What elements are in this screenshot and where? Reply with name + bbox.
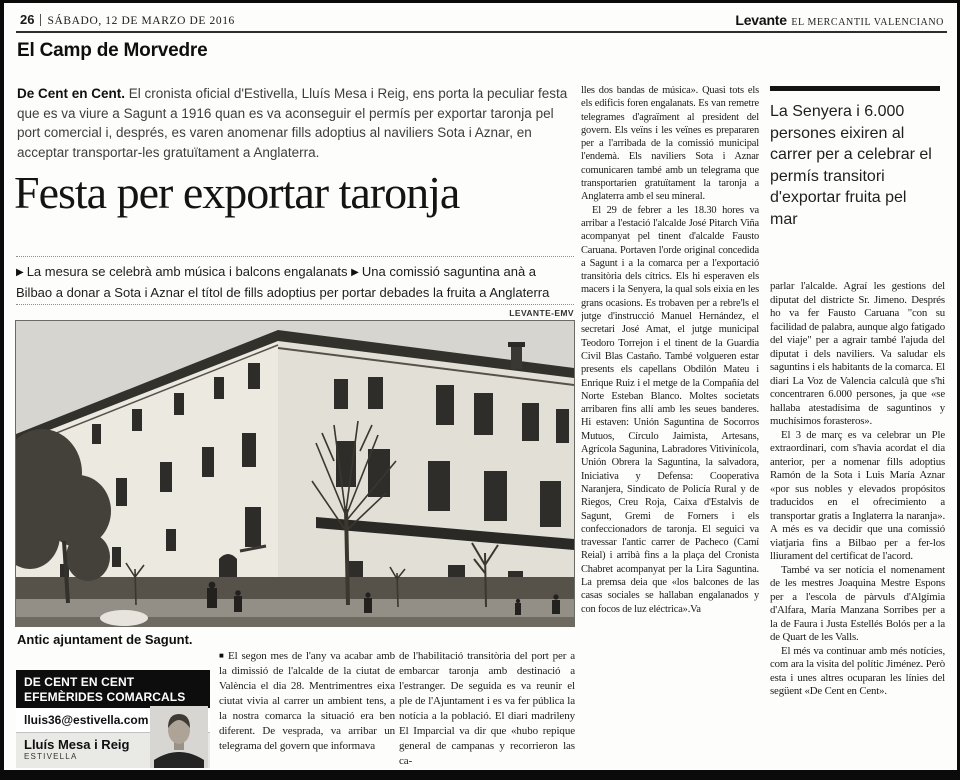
photo-caption: Antic ajuntament de Sagunt. xyxy=(17,632,193,647)
right-column-body xyxy=(770,280,945,699)
author-location: ESTIVELLA xyxy=(24,752,78,761)
body-paragraph: També va ser notícia el nomenament de les mestres Joaquina Mestre Espons per a l'escola de pàrvuls d'Algímia d'Alfara, María Manzana Sorribes per a la de Faura i Justa Estellés Bolós per a la de Quart de les Valls. xyxy=(770,563,945,643)
body-column-b xyxy=(399,649,575,767)
author-box xyxy=(16,670,210,768)
author-portrait xyxy=(150,706,208,768)
section-title: El Camp de Morvedre xyxy=(17,40,208,61)
header-rule xyxy=(16,31,947,33)
author-box-header xyxy=(16,670,210,708)
subhead-item-2: Una comissió saguntina anà a Bilbao a donar a Sota i Aznar el títol de fills adoptius per portar debades la fruita a Anglaterra xyxy=(16,264,550,300)
dotted-rule-photo xyxy=(16,304,574,305)
page-frame-top xyxy=(0,0,960,3)
body-paragraph: parlar l'alcalde. Agraí les gestions del diputat del districte Sr. Jimeno. Després ho va fer Fausto Caruana "con su facilidad de palabra, aunque algo fatigado del viaje" per a agrair també l'ajuda del diputat i dels naviliers. Va saludar els saguntins i els habitants de la comarca. El diari La Voz de Valencia calculà que s'hi concentraren 6.000 persones, ja que «se hallaba atestadísima de saguntinos y muchísimos forasteros». xyxy=(770,280,945,427)
article-subhead xyxy=(16,262,574,302)
article-headline: Festa per exportar taronja xyxy=(14,167,460,218)
body-text-a: El segon mes de l'any va acabar amb la dimissió de l'alcalde de la ciutat de València el dia 28. Mentrimentres eixa ciutat vivia al carrer un ambient tens, a la nostra comarca la situació era ben diferent. De vesprada, va arribar un telegrama del govern que informava xyxy=(219,650,395,752)
masthead xyxy=(735,12,944,30)
body-text-b: de l'habilitació transitòria del port per a embarcar taronja amb destinació a l'estranger. De seguida es va reunir el ple de l'Ajuntament i es va fer pública la notícia a la població. El diari madrileny El Imparcial va dir que «hubo repique general de campanas y recorrieron las ca- xyxy=(399,650,575,767)
right-column-bar xyxy=(770,86,940,91)
author-email: lluis36@estivella.com xyxy=(16,708,210,733)
author-name: Lluís Mesa i Reig xyxy=(24,737,130,752)
dotted-rule-top xyxy=(16,256,574,257)
author-portrait-illustration xyxy=(150,706,208,768)
body-column-middle xyxy=(581,84,759,768)
article-photo xyxy=(16,321,574,626)
subhead-item-1: La mesura se celebrà amb música i balcons engalanats xyxy=(26,264,348,279)
body-paragraph: El 29 de febrer a les 18.30 hores va arribar a l'estació l'alcalde José Pitarch Viña acompanyat pel tinent d'alcalde Fausto Caruana. Portaven l'orde original concedida a Sagunt i a la comarca per a l'exportació transitòria dels cítrics. Els hi esperaven els macers i la Senyera, la qual sols eixia en les grans ocasions. Es trobaven per a rebre'ls el jutge d'instrucció Manuel Hernández, el secretari José Amat, el jutge municipal Teodoro Torrejon i el tinent de la Guardia Civil Blas Castaño. També volgueren estar presents els capellans Obdilón Mateu i Enrique Ruiz i el metge de la Compañía del Norte Esteban Blanco. Moltes societats arribaren fins allí amb les seues banderes. Hi estaven: Unión Saguntina de Socorros Mutuos, Círculo Jaimista, Artesans, Agrícola Sagunina, Labradores Vitivinícola, Unión Obrera la Saguntina, la salvadora, Iniciativa y Defensa: Cooperativa Naranjera, Sindicato de Policía Rural y de Riegos, Creu Roja, Caixa d'Estalvis de Sagunt, Gremi de Forners i els confeccionadors de taronja. El seguici va travessar l'antic carrer de Pacheco (Camí Reial) i arribà fins a la plaça del Cronista Chabret acompanyat per la Lira Saguntina. La premsa deia que «los balcones de las casas sociales se hallaban engalanados y con focos de luz eléctrica».Va xyxy=(581,204,759,615)
page-frame-bottom xyxy=(0,770,960,780)
article-kicker xyxy=(17,84,574,162)
photo-credit: LEVANTE-EMV xyxy=(509,308,574,318)
page-date: SÁBADO, 12 DE MARZO DE 2016 xyxy=(47,15,235,27)
body-paragraph xyxy=(219,649,395,754)
bullet-triangle-icon: ▶ xyxy=(351,267,359,278)
body-paragraph: El 3 de març es va celebrar un Ple extraordinari, com s'havia acordat el dia anterior, per a nomenar fills adoptius Ramón de la Sota i Luis María Aznar «por sus nobles y elevados propósitos traducidos en el ofrecimiento a transportar gratis a Inglaterra la naranja». A més es va decidir que una comissió viatjaria fins a Bilbao per a fer-los lliurament del certificat de l'acord. xyxy=(770,428,945,562)
bullet-triangle-icon: ▶ xyxy=(16,267,24,278)
building-photo-illustration xyxy=(16,321,574,626)
body-paragraph: lles dos bandas de música». Quasi tots els els edificis foren engalanats. Es van remetre telegrames d'agraïment al president del govern. Els veïns i les veïnes es prepararen per a l'arribada de la comissió municipal l'endemà. Els naviliers Sota i Aznar comunicaren també amb un telegrama que transportarien gratuïtament la taronja a Anglaterra amb el seu mineral. xyxy=(581,85,759,203)
page-number: 26 xyxy=(20,12,35,27)
author-box-title-line2: EFEMÈRIDES COMARCALS xyxy=(24,689,186,704)
kicker-text: El cronista oficial d'Estivella, Lluís Mesa i Reig, ens porta la peculiar festa que es va viure a Sagunt a 1916 quan es va aconseguir el permís per exportar taronja pel port comercial i, després, es varen anomenar fills adoptius al naviliers Sota i Aznar, en acceptar transportar-les gratuïtament a Anglaterra. xyxy=(17,86,568,160)
square-bullet-icon: ■ xyxy=(219,651,225,660)
kicker-lead: De Cent en Cent. xyxy=(17,86,126,101)
body-column-a xyxy=(219,649,395,767)
body-paragraph: El més va continuar amb més notícies, com ara la visita del polític Jiménez. Però esta i unes altres ocuparan les línies del següent «De Cent en Cent». xyxy=(770,644,945,697)
page-info xyxy=(20,12,235,27)
header-separator xyxy=(40,14,41,26)
masthead-suffix: EL MERCANTIL VALENCIANO xyxy=(791,17,944,28)
page-frame-left xyxy=(0,0,4,780)
right-column xyxy=(770,86,945,769)
body-paragraph xyxy=(399,649,575,767)
masthead-logo: Levante xyxy=(735,12,787,28)
author-box-title-line1: DE CENT EN CENT xyxy=(24,675,135,689)
right-column-title: La Senyera i 6.000 persones eixiren al carrer per a celebrar el permís transitori d'exportar fruita pel mar xyxy=(770,103,932,228)
